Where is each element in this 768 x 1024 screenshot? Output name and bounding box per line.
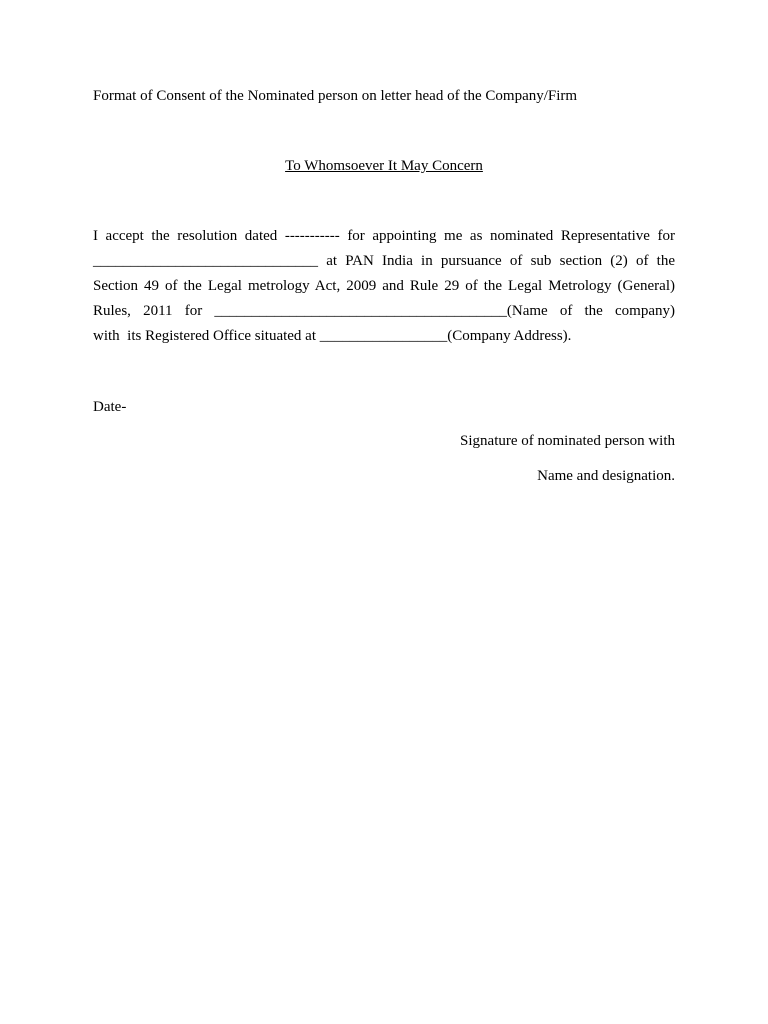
name-designation-label: Name and designation. [537,468,675,484]
subject-line [0,156,768,176]
body-line: with its Registered Office situated at _________________(Company Address). [93,328,572,344]
body-line: Rules, 2011 for _______________________________________(Name of the company) [93,303,675,319]
body-line: Section 49 of the Legal metrology Act, 2009 and Rule 29 of the Legal Metrology (General) [93,278,675,294]
document-heading: Format of Consent of the Nominated person on letter head of the Company/Firm [93,88,578,104]
body-line: I accept the resolution dated ----------- for appointing me as nominated Representative for [93,228,675,244]
body-line: ______________________________ at PAN India in pursuance of sub section (2) of the [93,253,675,269]
subject-text: To Whomsoever It May Concern [285,158,483,174]
signature-label: Signature of nominated person with [460,433,675,449]
date-label: Date- [93,399,127,415]
